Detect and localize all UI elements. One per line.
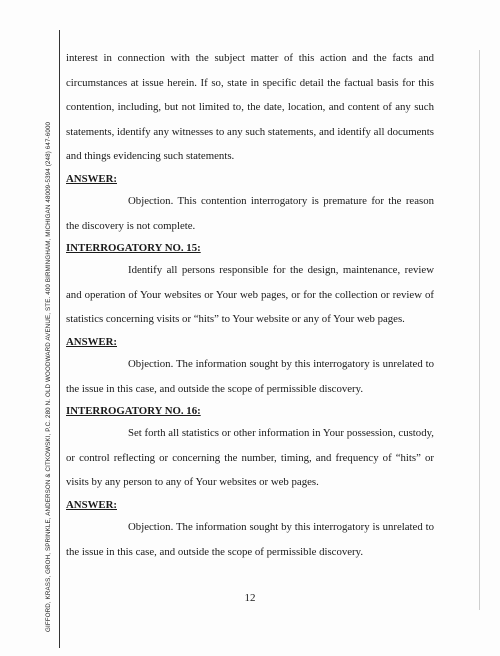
answer-16-text: Objection. The information sought by this interrogatory is unrelated to the issue in this case, and outside the scope of permissible discovery. bbox=[66, 520, 434, 558]
interrogatory-16-heading: INTERROGATORY NO. 16: bbox=[66, 405, 201, 418]
firm-sidebar-text: GIFFORD, KRASS, GROH, SPRINKLE, ANDERSON & CITKOWSKI, P.C. 280 N. OLD WOODWARD AVENUE, STE. 400 BIRMINGHAM, MICHIGAN 48009-5394 (248) 647-6000 bbox=[45, 121, 52, 632]
interrogatory-15-text: Identify all persons responsible for the design, maintenance, review and operation of Your websites or Your web pages, or for the collection or review of statistics concerning visits or “hits” to Your website or any of Your web pages. bbox=[66, 264, 434, 326]
interrogatory-16-text: Set forth all statistics or other information in Your possession, custody, or control reflecting or concerning the number, timing, and frequency of “hits” or visits by any person to any of Your websites or web pages. bbox=[66, 427, 434, 489]
interrogatory-15-heading: INTERROGATORY NO. 15: bbox=[66, 242, 201, 255]
left-margin-rule bbox=[59, 30, 60, 648]
answer-15-heading: ANSWER: bbox=[66, 335, 117, 348]
page-number: 12 bbox=[244, 592, 256, 604]
continued-interrogatory-text: interest in connection with the subject matter of this action and the facts and circumstances at issue herein. If so, state in specific detail the factual basis for this contention, including, but not limited to, the date, location, and content of any such statements, identify any witnesses to any such statements, and identify all documents and things evidencing such statements. bbox=[66, 52, 434, 163]
answer-16-heading: ANSWER: bbox=[66, 498, 117, 511]
answer-text: Objection. This contention interrogatory is premature for the reason the discovery is not complete. bbox=[66, 194, 434, 232]
answer-heading: ANSWER: bbox=[66, 172, 117, 185]
document-body bbox=[66, 46, 434, 564]
answer-15-text: Objection. The information sought by this interrogatory is unrelated to the issue in this case, and outside the scope of permissible discovery. bbox=[66, 357, 434, 395]
right-margin-rule bbox=[479, 50, 480, 610]
